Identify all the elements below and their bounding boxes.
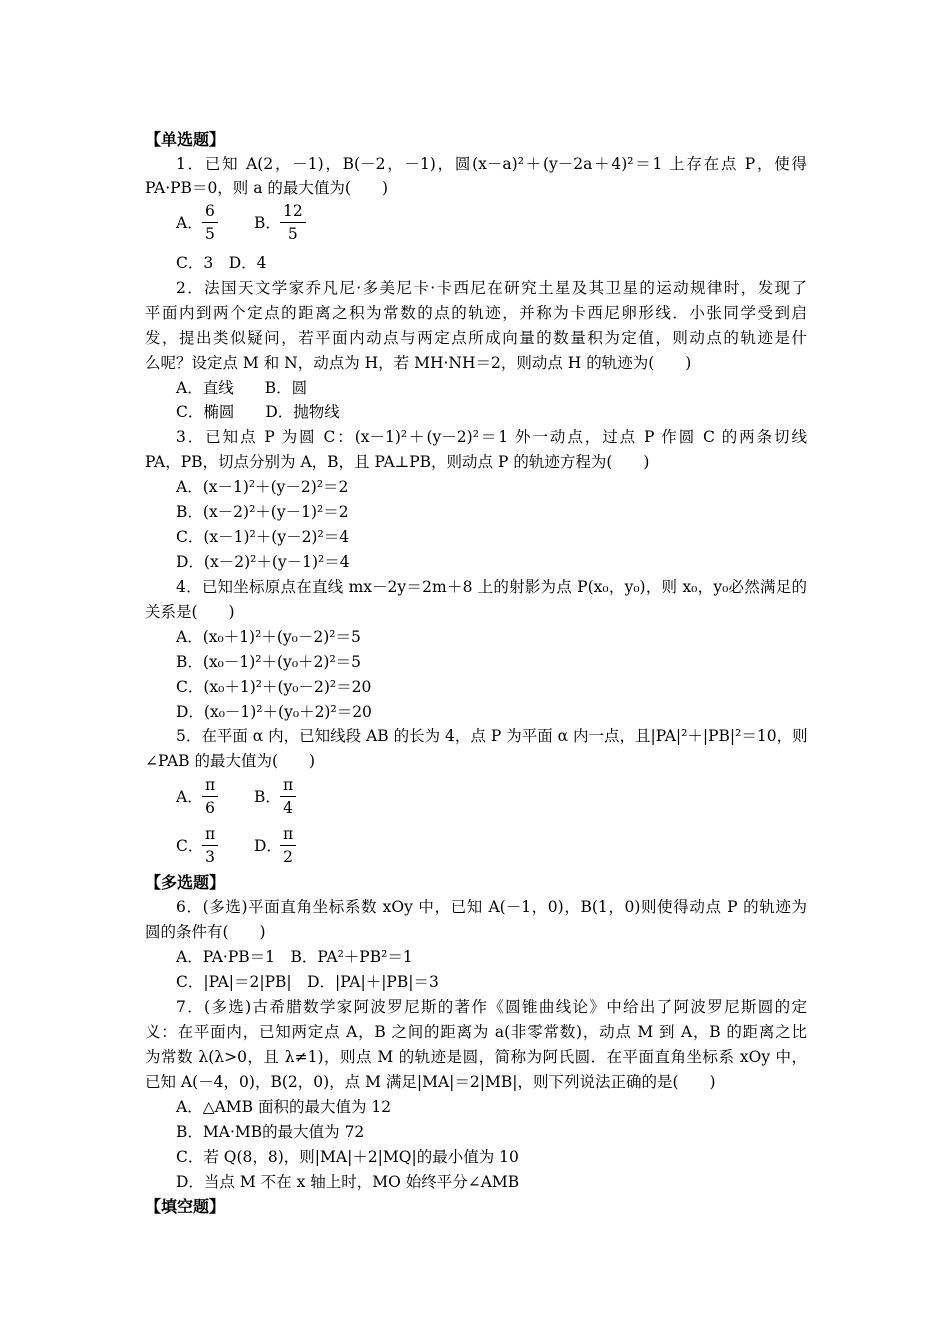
q5-option-a-label: A． [176,788,203,806]
q7-stem-line4: 已知 A(－4，0)，B(2，0)，点 M 满足|MA|＝2|MB|，则下列说法正确的是( ) [145,1073,716,1091]
q5-option-b-numerator: π [280,774,296,797]
q3-stem-line1: 3．已知点 P 为圆 C：(x－1)²＋(y－2)²＝1 外一动点，过点 P 作圆 C 的两条切线 [176,428,807,446]
q2-options-ab: A．直线 B．圆 [176,379,308,397]
q5-option-b-label: B． [254,788,281,806]
q6-options-cd: C．|PA|＝2|PB| D．|PA|＋|PB|＝3 [176,973,439,991]
q3-option-d: D．(x－2)²＋(y－1)²＝4 [176,553,350,571]
q6-options-ab: A．PA·PB＝1 B．PA²＋PB²＝1 [176,948,413,966]
q1-option-b-fraction [280,200,306,245]
q5-option-d-denominator: 2 [283,848,294,866]
q4-option-a: A．(x₀＋1)²＋(y₀－2)²＝5 [176,628,361,646]
q3-option-b: B．(x－2)²＋(y－1)²＝2 [176,503,349,521]
q3-option-a: A．(x－1)²＋(y－2)²＝2 [176,478,349,496]
q5-option-d-fraction [280,823,296,868]
section-heading-single: 【单选题】 [145,130,226,149]
q5-stem-line2: ∠PAB 的最大值为( ) [145,752,316,770]
q5-option-c-fraction [202,823,218,868]
q5-option-b-denominator: 4 [283,799,294,817]
q3-option-c: C．(x－1)²＋(y－2)²＝4 [176,528,350,546]
section-heading-fill: 【填空题】 [145,1197,226,1216]
q5-option-c-label: C． [176,837,204,855]
q5-option-a-fraction [202,774,218,819]
q1-stem-line1: 1．已知 A(2，－1)，B(－2，－1)，圆(x－a)²＋(y－2a＋4)²＝1 上存在点 P，使得 [176,155,807,173]
q1-option-a-denominator: 5 [205,225,215,243]
q1-option-a-numerator: 6 [202,200,218,223]
q4-stem-line2: 关系是( ) [145,603,235,621]
q1-option-a-fraction [202,200,218,245]
q7-stem-line1: 7．(多选)古希腊数学家阿波罗尼斯的著作《圆锥曲线论》中给出了阿波罗尼斯圆的定 [176,998,807,1016]
q5-option-b-fraction [280,774,296,819]
q5-stem-line1: 5．在平面 α 内，已知线段 AB 的长为 4，点 P 为平面 α 内一点，且|PA|²＋|PB|²＝10，则 [176,727,808,745]
q3-stem-line2: PA，PB，切点分别为 A，B，且 PA⊥PB，则动点 P 的轨迹方程为( ) [145,453,650,471]
q5-option-c-numerator: π [202,823,218,846]
q5-option-c-denominator: 3 [205,848,216,866]
q6-stem-line1: 6．(多选)平面直角坐标系数 xOy 中，已知 A(－1，0)，B(1，0)则使得动点 P 的轨迹为 [176,898,807,916]
q1-option-a-label: A． [176,214,203,232]
q1-option-b-numerator: 12 [280,200,306,223]
q1-stem-line2: PA·PB＝0，则 a 的最大值为( ) [145,179,388,197]
q2-options-cd: C．椭圆 D．抛物线 [176,403,340,421]
q4-option-b: B．(x₀－1)²＋(y₀＋2)²＝5 [176,653,362,671]
section-heading-multi: 【多选题】 [145,873,226,892]
q1-options-cd: C．3 D．4 [176,254,267,272]
q5-option-d-numerator: π [280,823,296,846]
q6-stem-line2: 圆的条件有( ) [145,923,266,941]
q5-option-a-numerator: π [202,774,218,797]
q2-stem-line4: 么呢？设定点 M 和 N，动点为 H，若 MH·NH＝2，则动点 H 的轨迹为( ) [145,354,692,372]
q7-option-d: D．当点 M 不在 x 轴上时，MO 始终平分∠AMB [176,1173,520,1191]
q7-option-b: B．MA·MB的最大值为 72 [176,1123,365,1141]
q4-option-c: C．(x₀＋1)²＋(y₀－2)²＝20 [176,678,372,696]
q1-option-b-denominator: 5 [287,225,298,243]
q7-stem-line2: 义：在平面内，已知两定点 A，B 之间的距离为 a(非零常数)，动点 M 到 A，B 的距离之比 [145,1023,807,1041]
q2-stem-line2: 平面内到两个定点的距离之积为常数的点的轨迹，并称为卡西尼卵形线．小张同学受到启 [145,304,807,322]
q7-stem-line3: 为常数 λ(λ>0，且 λ≠1)，则点 M 的轨迹是圆，简称为阿氏圆．在平面直角坐标系 xOy 中， [145,1048,807,1066]
q7-option-c: C．若 Q(8，8)，则|MA|＋2|MQ|的最小值为 10 [176,1148,519,1166]
q2-stem-line1: 2．法国天文学家乔凡尼·多美尼卡·卡西尼在研究土星及其卫星的运动规律时，发现了 [176,279,807,297]
q5-option-a-denominator: 6 [205,799,216,817]
q1-option-b-label: B． [254,214,281,232]
q4-stem-line1: 4．已知坐标原点在直线 mx－2y＝2m＋8 上的射影为点 P(x₀，y₀)，则 x₀，y₀必然满足的 [176,578,807,596]
q2-stem-line3: 发，提出类似疑问，若平面内动点与两定点所成向量的数量积为定值，则动点的轨迹是什 [145,329,807,347]
q5-option-d-label: D． [254,837,282,855]
q4-option-d: D．(x₀－1)²＋(y₀＋2)²＝20 [176,703,372,721]
q7-option-a: A．△AMB 面积的最大值为 12 [176,1098,392,1116]
